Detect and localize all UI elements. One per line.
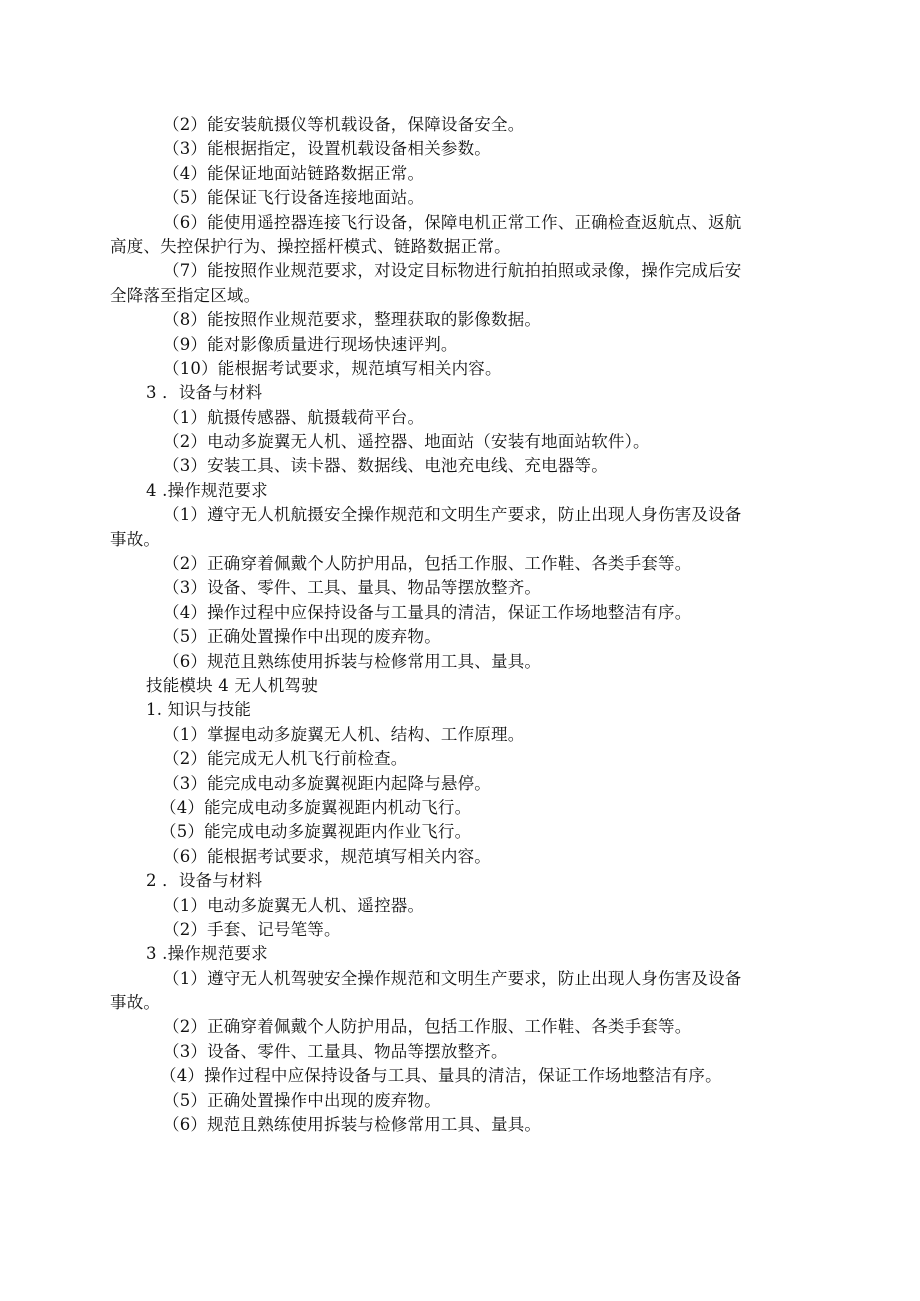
paragraph-line: （6）规范且熟练使用拆装与检修常用工具、量具。	[163, 651, 542, 671]
section-heading: 3 .操作规范要求	[146, 944, 268, 964]
paragraph-line: （2）能安装航摄仪等机载设备，保障设备安全。	[163, 115, 525, 134]
paragraph-line: （2）正确穿着佩戴个人防护用品，包括工作服、工作鞋、各类手套等。	[163, 1017, 692, 1037]
section-heading: 3 ．设备与材料	[146, 383, 263, 403]
paragraph-line: 高度、失控保护行为、操控摇杆模式、链路数据正常。	[110, 236, 511, 256]
paragraph-line: （5）正确处置操作中出现的废弃物。	[163, 1090, 441, 1110]
section-heading: 4 .操作规范要求	[146, 480, 268, 500]
paragraph-line: （3）能根据指定，设置机载设备相关参数。	[163, 139, 491, 159]
paragraph-line: （6）能根据考试要求，规范填写相关内容。	[163, 846, 491, 866]
paragraph-line: （5）能保证飞行设备连接地面站。	[163, 188, 425, 208]
paragraph-line: （1）遵守无人机驾驶安全操作规范和文明生产要求，防止出现人身伤害及设备	[163, 968, 742, 988]
paragraph-line: （7）能按照作业规范要求，对设定目标物进行航拍拍照或录像，操作完成后安	[163, 261, 742, 281]
paragraph-line: （3）安装工具、读卡器、数据线、电池充电线、充电器等。	[163, 456, 608, 476]
paragraph-line: （2）正确穿着佩戴个人防护用品，包括工作服、工作鞋、各类手套等。	[163, 554, 692, 574]
paragraph-line: （4）操作过程中应保持设备与工具、量具的清洁，保证工作场地整洁有序。	[160, 1066, 722, 1086]
paragraph-line: （3）设备、零件、工量具、物品等摆放整齐。	[163, 1041, 508, 1061]
paragraph-line: （2）电动多旋翼无人机、遥控器、地面站（安装有地面站软件）。	[163, 432, 650, 452]
paragraph-line: 事故。	[110, 993, 161, 1013]
paragraph-line: （8）能按照作业规范要求，整理获取的影像数据。	[163, 310, 542, 330]
paragraph-line: （3）能完成电动多旋翼视距内起降与悬停。	[163, 773, 491, 793]
paragraph-line: 事故。	[110, 529, 161, 549]
document-body	[0, 113, 920, 1137]
paragraph-line: （6）能使用遥控器连接飞行设备，保障电机正常工作、正确检查返航点、返航	[163, 212, 742, 232]
module-heading: 技能模块 4 无人机驾驶	[146, 675, 318, 695]
paragraph-line: （2）手套、记号笔等。	[163, 919, 341, 939]
paragraph-line: （4）能完成电动多旋翼视距内机动飞行。	[160, 797, 472, 817]
paragraph-line: （4）操作过程中应保持设备与工量具的清洁，保证工作场地整洁有序。	[163, 602, 692, 622]
paragraph-line: （10）能根据考试要求，规范填写相关内容。	[163, 358, 502, 378]
paragraph-line: （1）电动多旋翼无人机、遥控器。	[163, 895, 425, 915]
paragraph-line: （1）遵守无人机航摄安全操作规范和文明生产要求，防止出现人身伤害及设备	[163, 505, 742, 525]
paragraph-line: （4）能保证地面站链路数据正常。	[163, 163, 425, 183]
section-heading: 1. 知识与技能	[146, 700, 252, 720]
paragraph-line: （3）设备、零件、工具、量具、物品等摆放整齐。	[163, 578, 542, 598]
paragraph-line: （1）航摄传感器、航摄载荷平台。	[163, 407, 425, 427]
paragraph-line: 全降落至指定区域。	[110, 285, 261, 305]
section-heading: 2 ．设备与材料	[146, 871, 263, 891]
paragraph-line: （6）规范且熟练使用拆装与检修常用工具、量具。	[163, 1115, 542, 1135]
paragraph-line: （1）掌握电动多旋翼无人机、结构、工作原理。	[163, 724, 525, 744]
paragraph-line: （5）正确处置操作中出现的废弃物。	[163, 627, 441, 647]
paragraph-line: （2）能完成无人机飞行前检查。	[163, 749, 408, 769]
paragraph-line: （5）能完成电动多旋翼视距内作业飞行。	[160, 822, 472, 842]
paragraph-line: （9）能对影像质量进行现场快速评判。	[163, 334, 458, 354]
